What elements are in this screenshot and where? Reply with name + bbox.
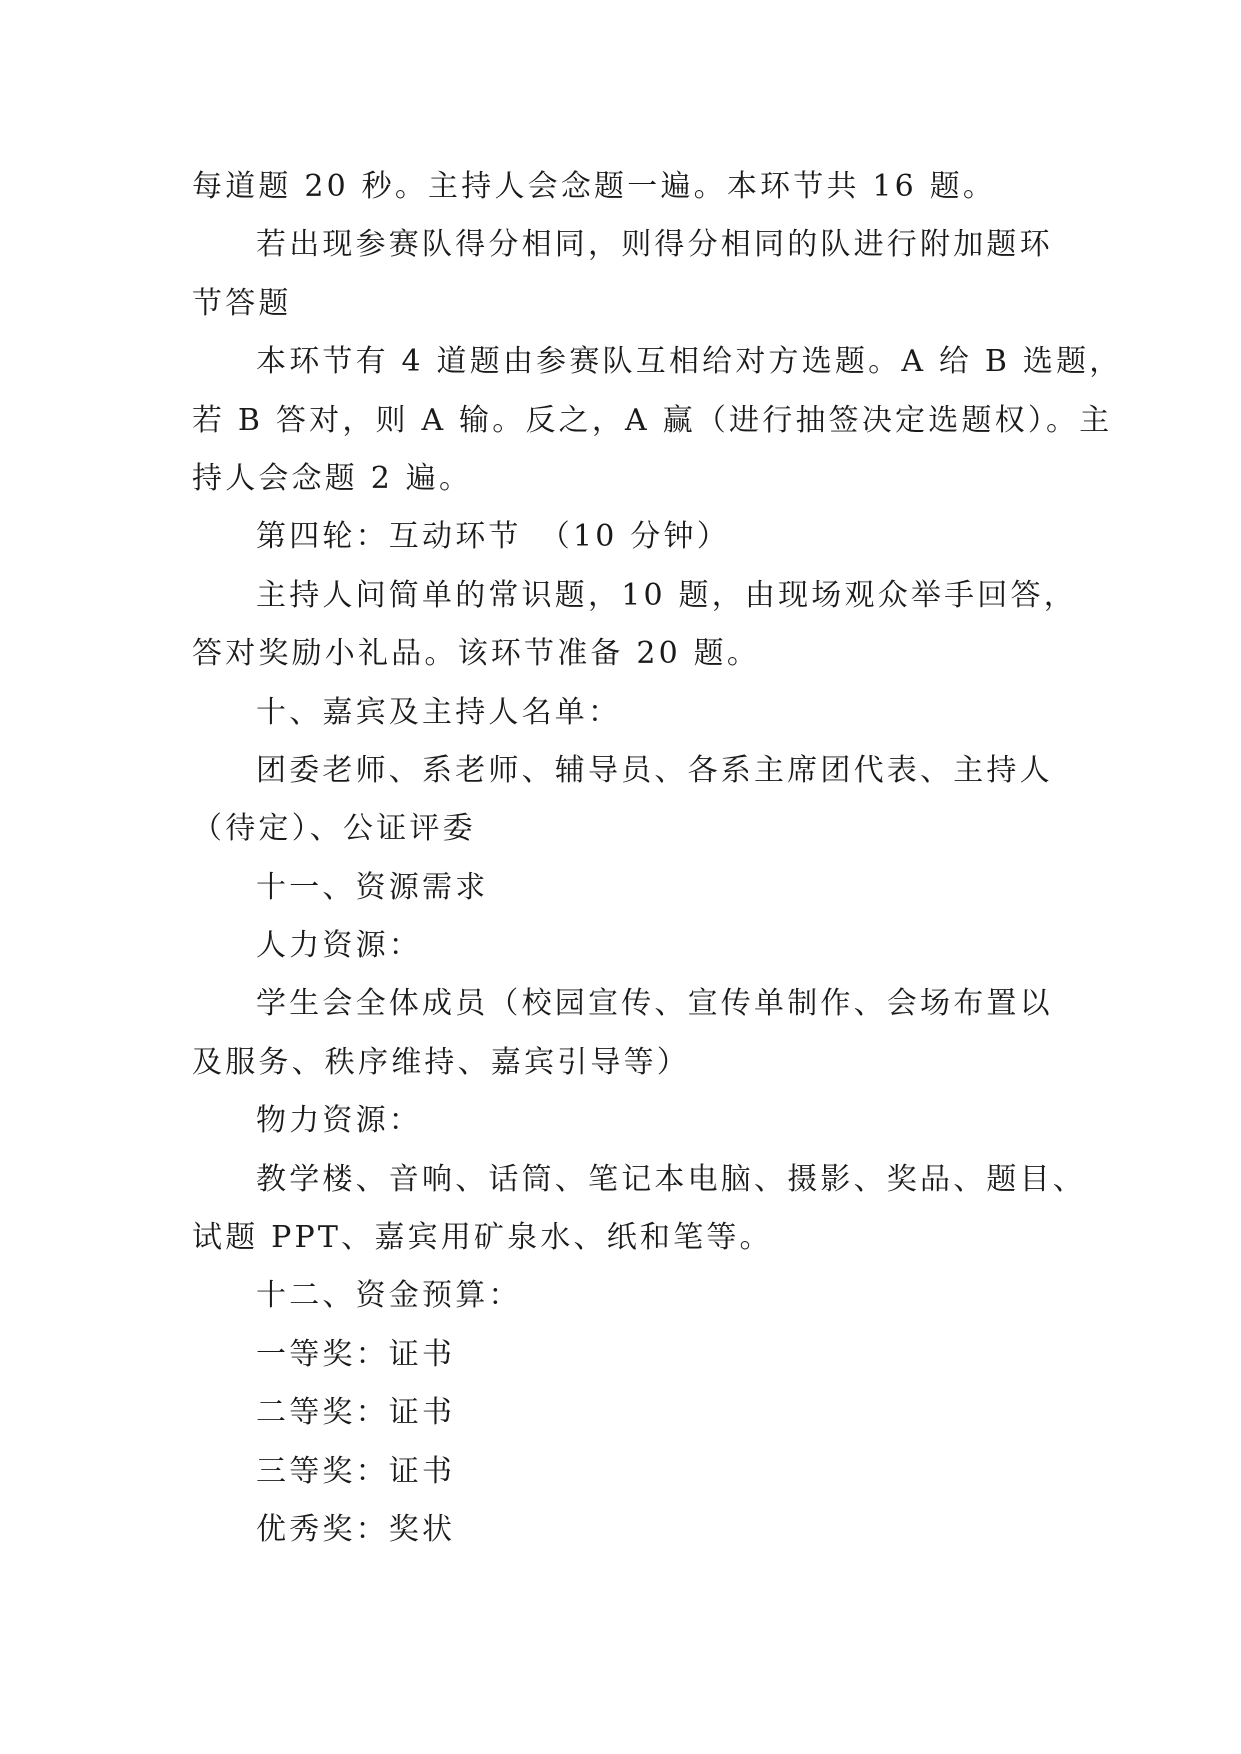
text-line: 团委老师、系老师、辅导员、各系主席团代表、主持人 <box>256 752 1053 788</box>
text-line: 十一、资源需求 <box>256 869 489 905</box>
text-line: 主持人问简单的常识题，10 题，由现场观众举手回答， <box>256 577 1077 613</box>
text-line: 试题 PPT、嘉宾用矿泉水、纸和笔等。 <box>192 1220 773 1256</box>
text-line: 若出现参赛队得分相同，则得分相同的队进行附加题环 <box>256 227 1053 263</box>
text-line: 二等奖：证书 <box>256 1395 456 1431</box>
text-line: 物力资源： <box>256 1103 422 1139</box>
text-line: 每道题 20 秒。主持人会念题一遍。本环节共 16 题。 <box>192 169 997 204</box>
text-line: （待定）、公证评委 <box>192 811 476 847</box>
text-line: 本环节有 4 道题由参赛队互相给对方选题。A 给 B 选题， <box>256 344 1123 380</box>
text-line: 持人会念题 2 遍。 <box>192 460 473 496</box>
text-line: 十二、资金预算： <box>256 1278 522 1314</box>
text-line: 第四轮：互动环节 （10 分钟） <box>256 519 730 555</box>
text-line: 若 B 答对，则 A 输。反之，A 赢（进行抽签决定选题权）。主 <box>192 402 1113 438</box>
text-line: 十、嘉宾及主持人名单： <box>256 694 622 730</box>
text-line: 及服务、秩序维持、嘉宾引导等） <box>192 1044 690 1080</box>
document-page <box>192 158 1123 1559</box>
text-line: 人力资源： <box>256 928 422 964</box>
text-line: 一等奖：证书 <box>256 1336 456 1372</box>
text-line: 三等奖：证书 <box>256 1453 456 1489</box>
text-line: 节答题 <box>192 285 292 321</box>
text-line: 优秀奖：奖状 <box>256 1511 456 1547</box>
text-line: 学生会全体成员（校园宣传、宣传单制作、会场布置以 <box>256 986 1053 1022</box>
text-line: 教学楼、音响、话筒、笔记本电脑、摄影、奖品、题目、 <box>256 1161 1086 1197</box>
text-line: 答对奖励小礼品。该环节准备 20 题。 <box>192 636 761 672</box>
